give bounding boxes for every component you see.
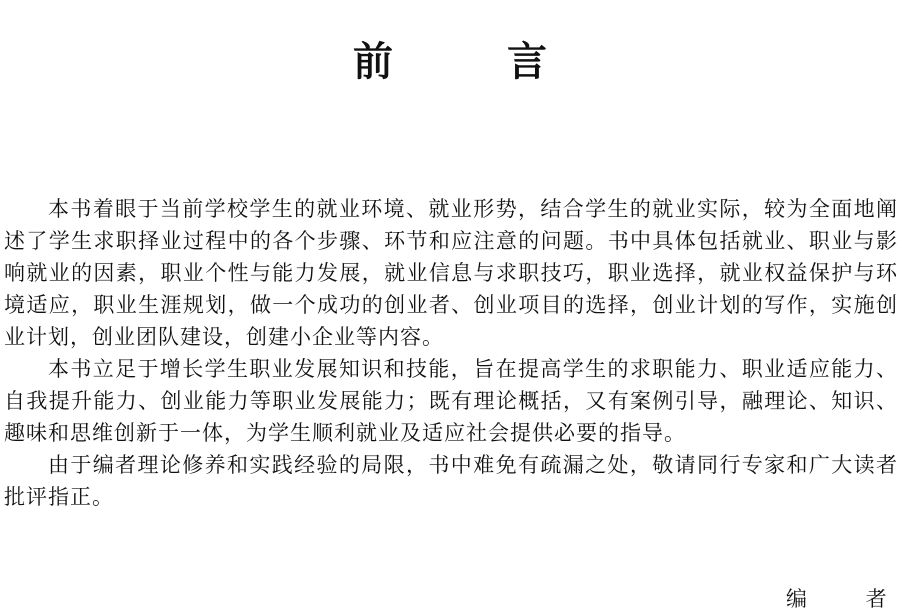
preface-body [4, 193, 898, 513]
paragraph-1: 本书着眼于当前学校学生的就业环境、就业形势，结合学生的就业实际，较为全面地阐述了学生求职择业过程中的各个步骤、环节和应注意的问题。书中具体包括就业、职业与影响就业的因素，职业个性与能力发展，就业信息与求职技巧，职业选择，就业权益保护与环境适应，职业生涯规划，做一个成功的创业者、创业项目的选择，创业计划的写作，实施创业计划，创业团队建设，创建小企业等内容。 [4, 197, 898, 349]
paragraph-3: 由于编者理论修养和实践经验的局限，书中难免有疏漏之处，敬请同行专家和广大读者批评指正。 [4, 453, 898, 509]
page-title: 前 言 [353, 39, 597, 85]
paragraph-2: 本书立足于增长学生职业发展知识和技能，旨在提高学生的求职能力、职业适应能力、自我提升能力、创业能力等职业发展能力；既有理论概括，又有案例引导，融理论、知识、趣味和思维创新于一体，为学生顺利就业及适应社会提供必要的指导。 [4, 357, 898, 445]
author-signature: 编 者 [786, 587, 913, 611]
